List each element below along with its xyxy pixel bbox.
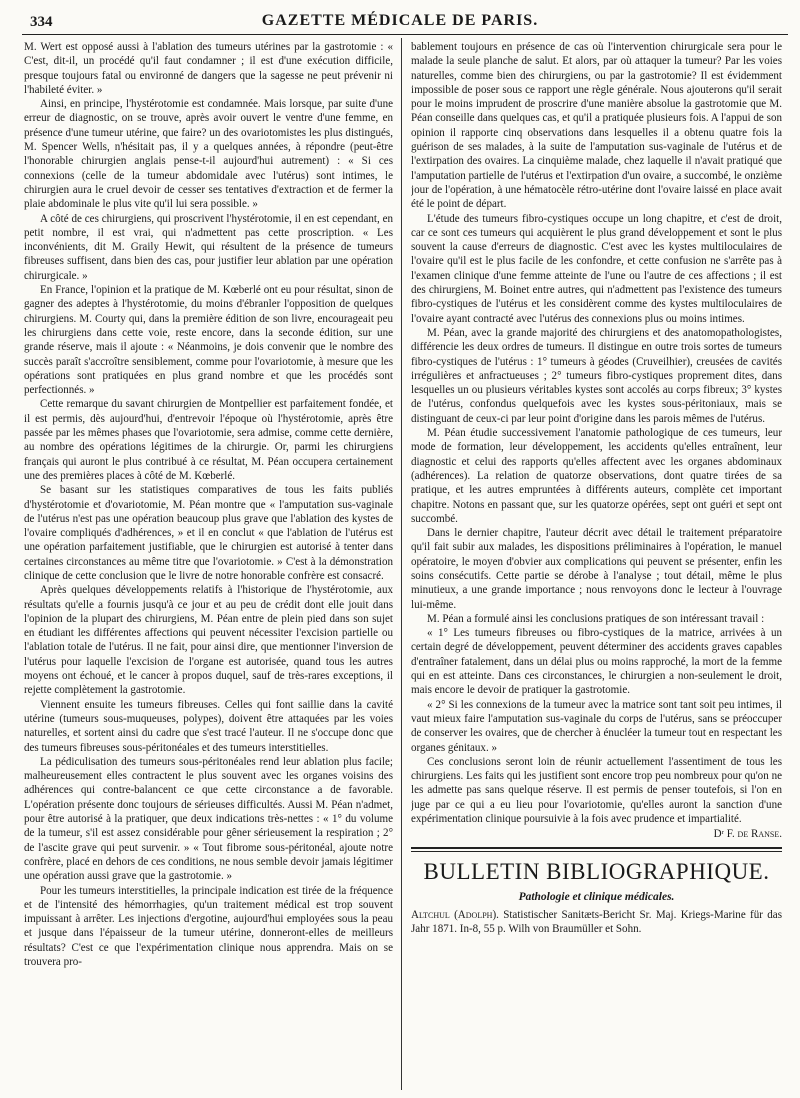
paragraph-continuation: bablement toujours en présence de cas où l'intervention chirurgicale sera pour le malade la seule planche de salut. Et alors, par où attaquer la tumeur? Par les voies naturelles, comme bien des chirurgiens, ou par la gastrotomie? Il est évidemment impossible de poser sous ce rapport une règle générale. Nous ajouterons qu'il serait pour le moins imprudent de proscrire d'une manière absolue la gastrotomie que M. Péan conseille dans quelques cas, et qu'il a pratiquée plusieurs fois. A l'appui de son opinion il rapporte cinq observations dans lesquelles il a obtenu quatre fois la guérison de ses malades, à la suite de l'amputation sus-vaginale de l'utérus et de l'extirpation des ovaires. La cinquième malade, chez laquelle il n'avait pratiqué que l'amputation partielle de l'utérus et l'extirpation d'un ovaire, a succombé, le onzième jour de l'opération, à une hématocèle rétro-utérine dont l'ovaire laissé en place avait été le point de départ. bbox=[411, 41, 782, 211]
paragraph: Après quelques développements relatifs à l'historique de l'hystérotomie, aux résultats qu'elle a fournis jusqu'à ce jour et au peu de crédit dont elle jouit dans l'opinion de la plupart des chirurgiens, M. Péan entre de plein pied dans son sujet en étudiant les différentes affections qui peuvent nécessiter l'excision partielle ou l'ablation totale de l'utérus. Il ne fait, pour ainsi dire, que mentionner l'inversion de l'utérus pour laquelle l'excision de l'organe est autorisée, quand tous les autres moyens ont échoué, et le cancer à propos duquel, sauf de très-rares exceptions, il rejette complètement la gastrotomie. bbox=[24, 584, 393, 697]
paragraph: M. Péan étudie successivement l'anatomie pathologique de ces tumeurs, leur mode de formation, leur développement, les accidents qu'elles entraînent, leur diagnostic et celui des rapports qu'elles affectent avec les organes abdominaux (adhérences). La relation de quatorze observations, dont quatre tirées de sa pratique, et les autres empruntées à différents auteurs, complète cet important chapitre. Notons en passant que, sur les quatorze opérées, sept ont guéri et sept ont succombé. bbox=[411, 427, 782, 525]
paragraph: En France, l'opinion et la pratique de M. Kœberlé ont eu pour résultat, sinon de gagner des adeptes à l'hystérotomie, du moins d'ébranler l'opposition de quelques chirurgiens. M. Courty qui, dans la première édition de son livre, encourageait peu les chirurgiens dans cette voie, reste encore, dans la seconde édition, sur une grande réserve, mais il ajoute : « Néanmoins, je dois convenir que le nombre des succès paraît s'accroître sensiblement, comme pour l'ovariotomie, à mesure que les opérations sont pratiquées en plus grand nombre et que les procédés sont perfectionnés. » bbox=[24, 284, 393, 397]
paragraph: « 2° Si les connexions de la tumeur avec la matrice sont tant soit peu intimes, il vaut mieux faire l'amputation sus-vaginale du corps de l'utérus, sans se préoccuper de conserver les ovaires, que de chercher à énucléer la tumeur tout en respectant les organes génitaux. » bbox=[411, 698, 782, 754]
paragraph: A côté de ces chirurgiens, qui proscrivent l'hystérotomie, il en est cependant, en petit nombre, il est vrai, qui n'admettent pas cette proscription. « Les inconvénients, dit M. Graily Hewit, qui résultent de la présence de tumeurs fibreuses suffisent, dans bien des cas, pour justifier leur ablation par une opération chirurgicale. » bbox=[24, 212, 393, 282]
paragraph: L'étude des tumeurs fibro-cystiques occupe un long chapitre, et c'est de droit, car ce sont ces tumeurs qui acquièrent le plus grand développement et sont le plus souvent la cause d'erreurs de diagnostic. C'est avec les kystes multiloculaires de l'ovaire qu'il est le plus facile de les confondre, et cette confusion ne s'arrête pas à l'examen clinique d'une femme atteinte de l'une ou l'autre de ces affections ; il est des chirurgiens, M. Boinet entre autres, qui n'admettent pas l'existence des tumeurs fibro-cystiques de l'utérus et les considèrent comme des kystes multiloculaires de l'ovaire ayant contracté avec l'utérus des connexions plus ou moins intimes. bbox=[411, 212, 782, 325]
bulletin-title: BULLETIN BIBLIOGRAPHIQUE. bbox=[423, 858, 770, 884]
bulletin-section: Pathologie et clinique médicales. bbox=[518, 890, 675, 903]
column-divider bbox=[401, 38, 402, 1090]
paragraph: Dans le dernier chapitre, l'auteur décrit avec détail le traitement préparatoire qu'il fait subir aux malades, les dispositions préliminaires à l'opération, le manuel opératoire, le moyen d'obvier aux complications qui peuvent se présenter, enfin les soins consécutifs. Cette partie se dérobe à l'analyse ; tout détail, même le plus minutieux, a une grande importance ; nous renvoyons donc le lecteur à l'ouvrage lui-même. bbox=[411, 527, 782, 611]
paragraph: M. Péan a formulé ainsi les conclusions pratiques de son intéressant travail : bbox=[427, 612, 765, 625]
paragraph: Ainsi, en principe, l'hystérotomie est condamnée. Mais lorsque, par suite d'une erreur de diagnostic, on se trouve, après avoir ouvert le ventre d'une femme, en présence d'une tumeur utérine, que faire? un des ovariotomistes les plus distingués, M. Spencer Wells, n'hésitait pas, il y a quelques années, à répondre (peut-être l'honorable chirurgien anglais pense-t-il aujourd'hui autrement) : « Si ces connexions (celle de la tumeur abdomidale avec l'utérus) sont intimes, le chirurgien aura le cruel devoir de cesser ses tentatives d'extraction et de fermer la plaie abdominale le plus vite qu'il lui sera possible. » bbox=[24, 98, 393, 211]
paragraph: Se basant sur les statistiques comparatives de tous les faits publiés d'hystérotomie et d'ovariotomie, M. Péan montre que « l'amputation sus-vaginale de l'utérus n'est pas une opération beaucoup plus grave que l'ablation des kystes de l'ovaire compliqués d'adhérences, » et il en conclut « que l'ablation de l'utérus est une opération parfaitement justifiable, que le chirurgien est autorisé à tenter dans certaines circonstances au même titre que l'ovariotomie. » C'est à la démonstration clinique de cette conclusion que le livre de notre honorable confrère est consacré. bbox=[24, 484, 393, 582]
paragraph: Cette remarque du savant chirurgien de Montpellier est parfaitement fondée, et il est permis, dès aujourd'hui, d'entrevoir l'époque où l'hystérotomie, après être passée par les mêmes phases que l'ovariotomie, sera admise, comme cette dernière, au nombre des opérations légitimes de la chirurgie. Or, parmi les chirurgiens français qui auront le plus contribué à ce résultat, M. Péan occupera certainement une des premières places à côté de M. Kœberlé. bbox=[24, 398, 393, 482]
paragraph: Ces conclusions seront loin de réunir actuellement l'assentiment de tous les chirurgiens. Les faits qui les justifient sont encore trop peu nombreux pour qu'on ne les admette pas sans quelque réserve. Il est permis de penser toutefois, si l'on en juge par ce qui a eu lieu pour l'ovariotomie, qu'elles auront la sanction d'une expérimentation clinique poursuivie à la fois avec prudence et impartialité. bbox=[411, 755, 782, 826]
section-rule bbox=[411, 847, 782, 849]
paragraph: Viennent ensuite les tumeurs fibreuses. Celles qui font saillie dans la cavité utérine (tumeurs sous-muqueuses, polypes), doivent être attaquées par les voies naturelles, et sortent ainsi du cadre que s'est tracé l'auteur. Il ne s'occupe donc que des tumeurs fibreuses sous-péritonéales et des tumeurs interstitielles. bbox=[24, 698, 393, 754]
entry-text: Statistischer Sanitæts-Bericht Sr. Maj. Kriegs-Marine für das Jahr 1871. In-8, 55 p. Wilh von Braumüller et Sohn. bbox=[411, 908, 782, 936]
paragraph: La pédiculisation des tumeurs sous-péritonéales rend leur ablation plus facile; malheureusement elles contractent le plus souvent avec les organes voisins des adhérences qui contre-balancent ce que cette circonstance a de favorable. L'opération présente donc toujours de sérieuses difficultés. Aussi M. Péan n'admet, pour être autorisé à la pratiquer, que deux indications très-nettes : « 1° du volume de la tumeur, s'il est assez considérable pour gêner sérieusement la respiration ; 2° de l'ascite grave qui peut survenir. » « Tout fibrome sous-péritonéal, ajoute notre confrère, placé en dehors de ces conditions, ne nous semble devoir jamais légitimer une opération aussi grave que la gastrotomie. » bbox=[24, 755, 393, 883]
paragraph: « 1° Les tumeurs fibreuses ou fibro-cystiques de la matrice, arrivées à un certain degré de développement, peuvent déterminer des accidents graves capables d'entraîner fatalement, dans un délai plus ou moins rapproché, la mort de la femme qui en est atteinte. Dans ces circonstances, le chirurgien a non-seulement le droit, mais encore le devoir de pratiquer la gastrotomie. bbox=[411, 627, 782, 697]
header-rule bbox=[22, 34, 788, 35]
bibliography-entry bbox=[411, 908, 782, 937]
signature-prefix: Dʳ F. bbox=[713, 828, 738, 841]
author-signature bbox=[411, 827, 782, 841]
right-column bbox=[411, 40, 782, 1092]
running-head: GAZETTE MÉDICALE DE PARIS. bbox=[261, 12, 539, 29]
left-column bbox=[24, 40, 393, 1092]
paragraph: M. Péan, avec la grande majorité des chirurgiens et des anatomopathologistes, différencie les deux ordres de tumeurs. Il distingue en outre trois sortes de tumeurs fibro-cystiques de l'utérus : 1° tumeurs à géodes (Cruveilhier), creusées de cavités irrégulières et anfractueuses ; 2° tumeurs fibro-cystiques proprement dites, dans lesquelles un ou plusieurs véritables kystes sont accolés au corps fibreux; 3° kystes de l'utérus, confondus quelquefois avec les kystes sous-péritoniaux, mais se distinguant de ceux-ci par leur point d'origine dans les parois mêmes de l'utérus. bbox=[411, 326, 782, 425]
section-rule-thin bbox=[411, 851, 782, 852]
paragraph: M. Wert est opposé aussi à l'ablation des tumeurs utérines par la gastrotomie : « C'est, dit-il, un procédé qu'il faut condamner ; il est d'une exécution difficile, presque toujours fatal ou environné de dangers que la sagesse ne peut prévenir ni l'habileté éviter. » bbox=[24, 41, 393, 96]
entry-author: Altchul (Adolph). bbox=[411, 908, 499, 921]
signature-name: de Ranse. bbox=[737, 828, 782, 841]
page-number: 334 bbox=[30, 14, 53, 30]
paragraph: Pour les tumeurs interstitielles, la principale indication est tirée de la fréquence et de l'intensité des hémorrhagies, qu'un traitement médical est trop souvent impuissant à arrêter. Les injections d'ergotine, aujourd'hui employées sous la peau et jusque dans l'épaisseur de la tumeur utérine, donneront-elles de meilleurs résultats? C'est ce que l'expérimentation clinique nous apprendra. Mais on se trouvera pro- bbox=[24, 884, 393, 968]
